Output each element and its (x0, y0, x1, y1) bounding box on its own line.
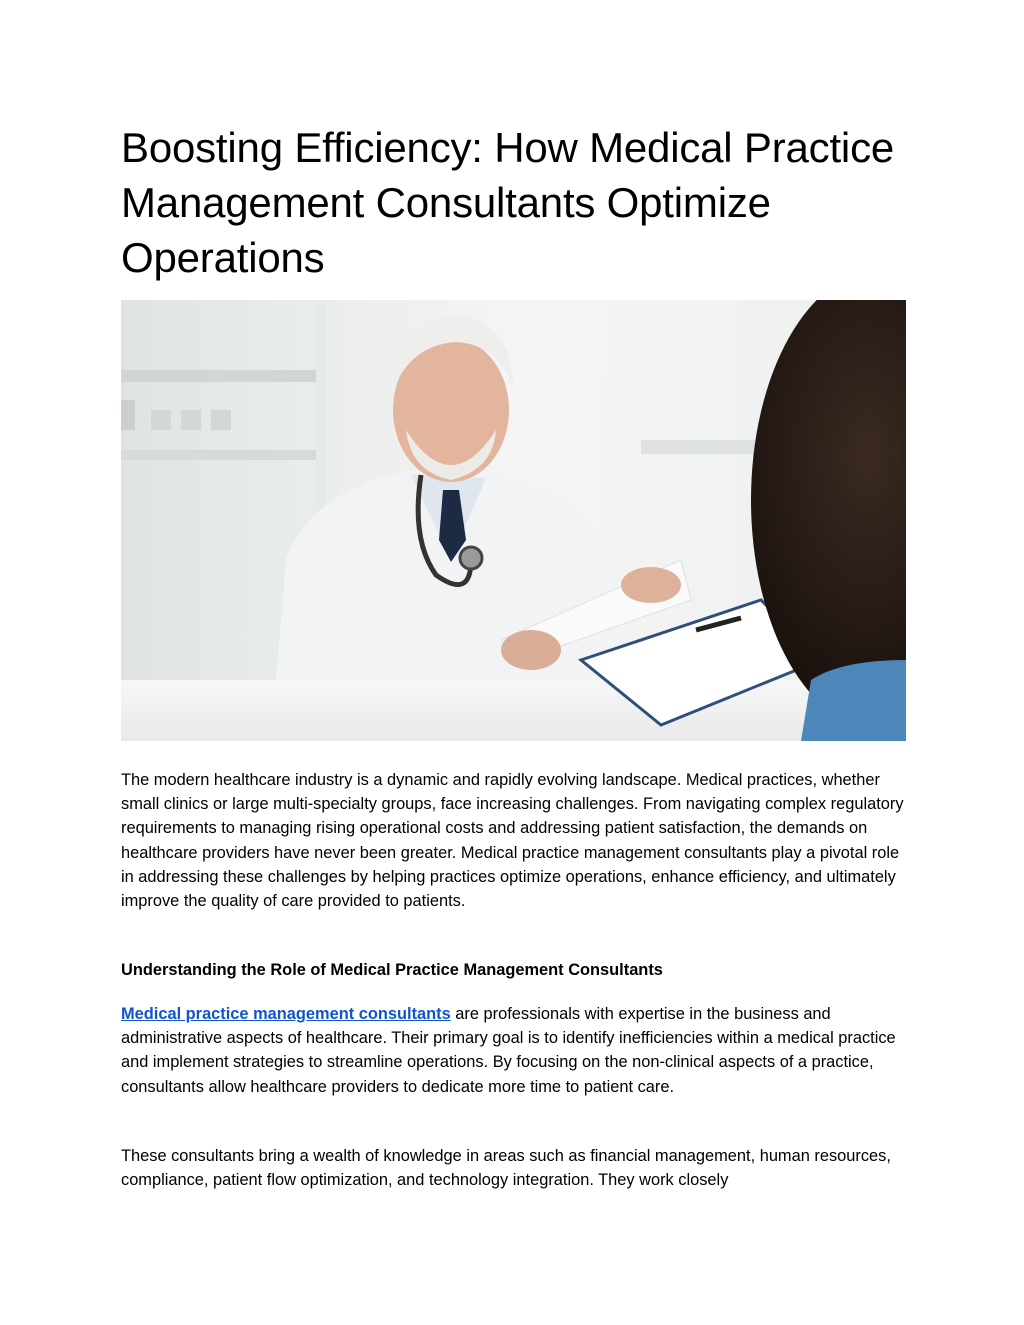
article-title: Boosting Efficiency: How Medical Practice Management Consultants Optimize Operations (121, 124, 895, 281)
hero-image (121, 300, 906, 741)
section-heading: Understanding the Role of Medical Practice Management Consultants (121, 961, 663, 979)
doctor-consultation-photo-icon (121, 300, 906, 741)
role-paragraph-text: are professionals with expertise in the business and administrative aspects of healthcare. Their primary goal is to identify inefficiencies within a medical practice and implement strategies to streamline operations. By focusing on the non-clinical aspects of a practice, consultants allow healthcare providers to dedicate more time to patient care. (121, 1005, 896, 1096)
intro-paragraph: The modern healthcare industry is a dynamic and rapidly evolving landscape. Medical practices, whether small clinics or large multi-specialty groups, face increasing challenges. From navigating complex regulatory requirements to managing rising operational costs and addressing patient satisfaction, the demands on healthcare providers have never been greater. Medical practice management consultants play a pivotal role in addressing these challenges by helping practices optimize operations, enhance efficiency, and ultimately improve the quality of care provided to patients. (121, 771, 904, 911)
knowledge-paragraph: These consultants bring a wealth of knowledge in areas such as financial management, human resources, compliance, patient flow optimization, and technology integration. They work closely (121, 1147, 891, 1190)
role-paragraph (121, 1002, 907, 1099)
consultants-link[interactable]: Medical practice management consultants (121, 1005, 451, 1023)
